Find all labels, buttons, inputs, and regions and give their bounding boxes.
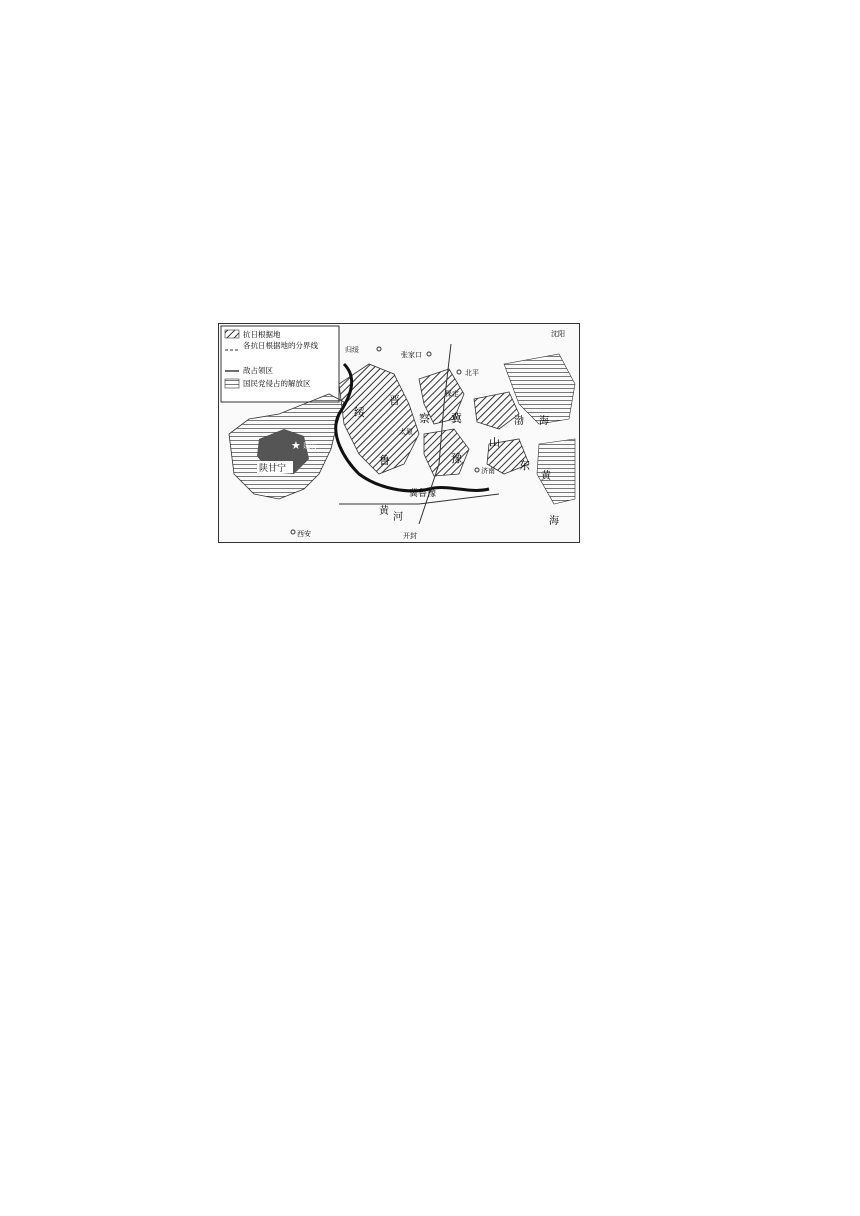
- map-kaifeng: 开封: [403, 532, 417, 540]
- map-ji: 冀: [451, 412, 462, 425]
- map-shan: 山: [489, 436, 500, 449]
- map-shaanganning: 陕甘宁: [259, 464, 287, 474]
- legend-boundary: 各抗日根据地的分界线: [243, 341, 318, 350]
- map-huanghai: 海: [549, 516, 559, 527]
- map-river-he: 河: [393, 512, 403, 523]
- map-zhangjiakou: 张家口: [401, 351, 422, 359]
- map-lu: 鲁: [379, 454, 390, 467]
- map-hai: 海: [539, 416, 549, 427]
- map-jin: 晋: [389, 394, 400, 407]
- resistance-base-map: [218, 323, 580, 543]
- legend-kmt: 国民党侵占的解放区: [243, 379, 311, 388]
- map-dong: 东: [519, 459, 530, 472]
- map-guisui: 归绥: [345, 346, 359, 354]
- map-jinan: 济南: [481, 467, 495, 475]
- map-taiyuan: 太原: [399, 428, 413, 436]
- map-xian: 西安: [297, 530, 311, 538]
- legend-base-area: 抗日根据地: [243, 330, 281, 339]
- map-beiping: 北平: [465, 369, 479, 377]
- map-yu: 豫: [451, 452, 462, 465]
- map-bohai: 渤: [514, 416, 524, 427]
- map-star-icon: ★: [291, 439, 301, 452]
- map-sui: 绥: [354, 406, 365, 419]
- map-cha: 察: [419, 412, 430, 425]
- map-baoding: 保定: [445, 390, 459, 398]
- legend-occupied: 敌占领区: [243, 366, 273, 375]
- map-river-huang: 黄: [379, 506, 389, 517]
- map-shenyang: 沈阳: [551, 330, 565, 338]
- map-yanan: 延安: [303, 442, 317, 450]
- map-huang: 黄: [541, 471, 551, 482]
- map-jiluyu: 冀鲁豫: [409, 489, 437, 499]
